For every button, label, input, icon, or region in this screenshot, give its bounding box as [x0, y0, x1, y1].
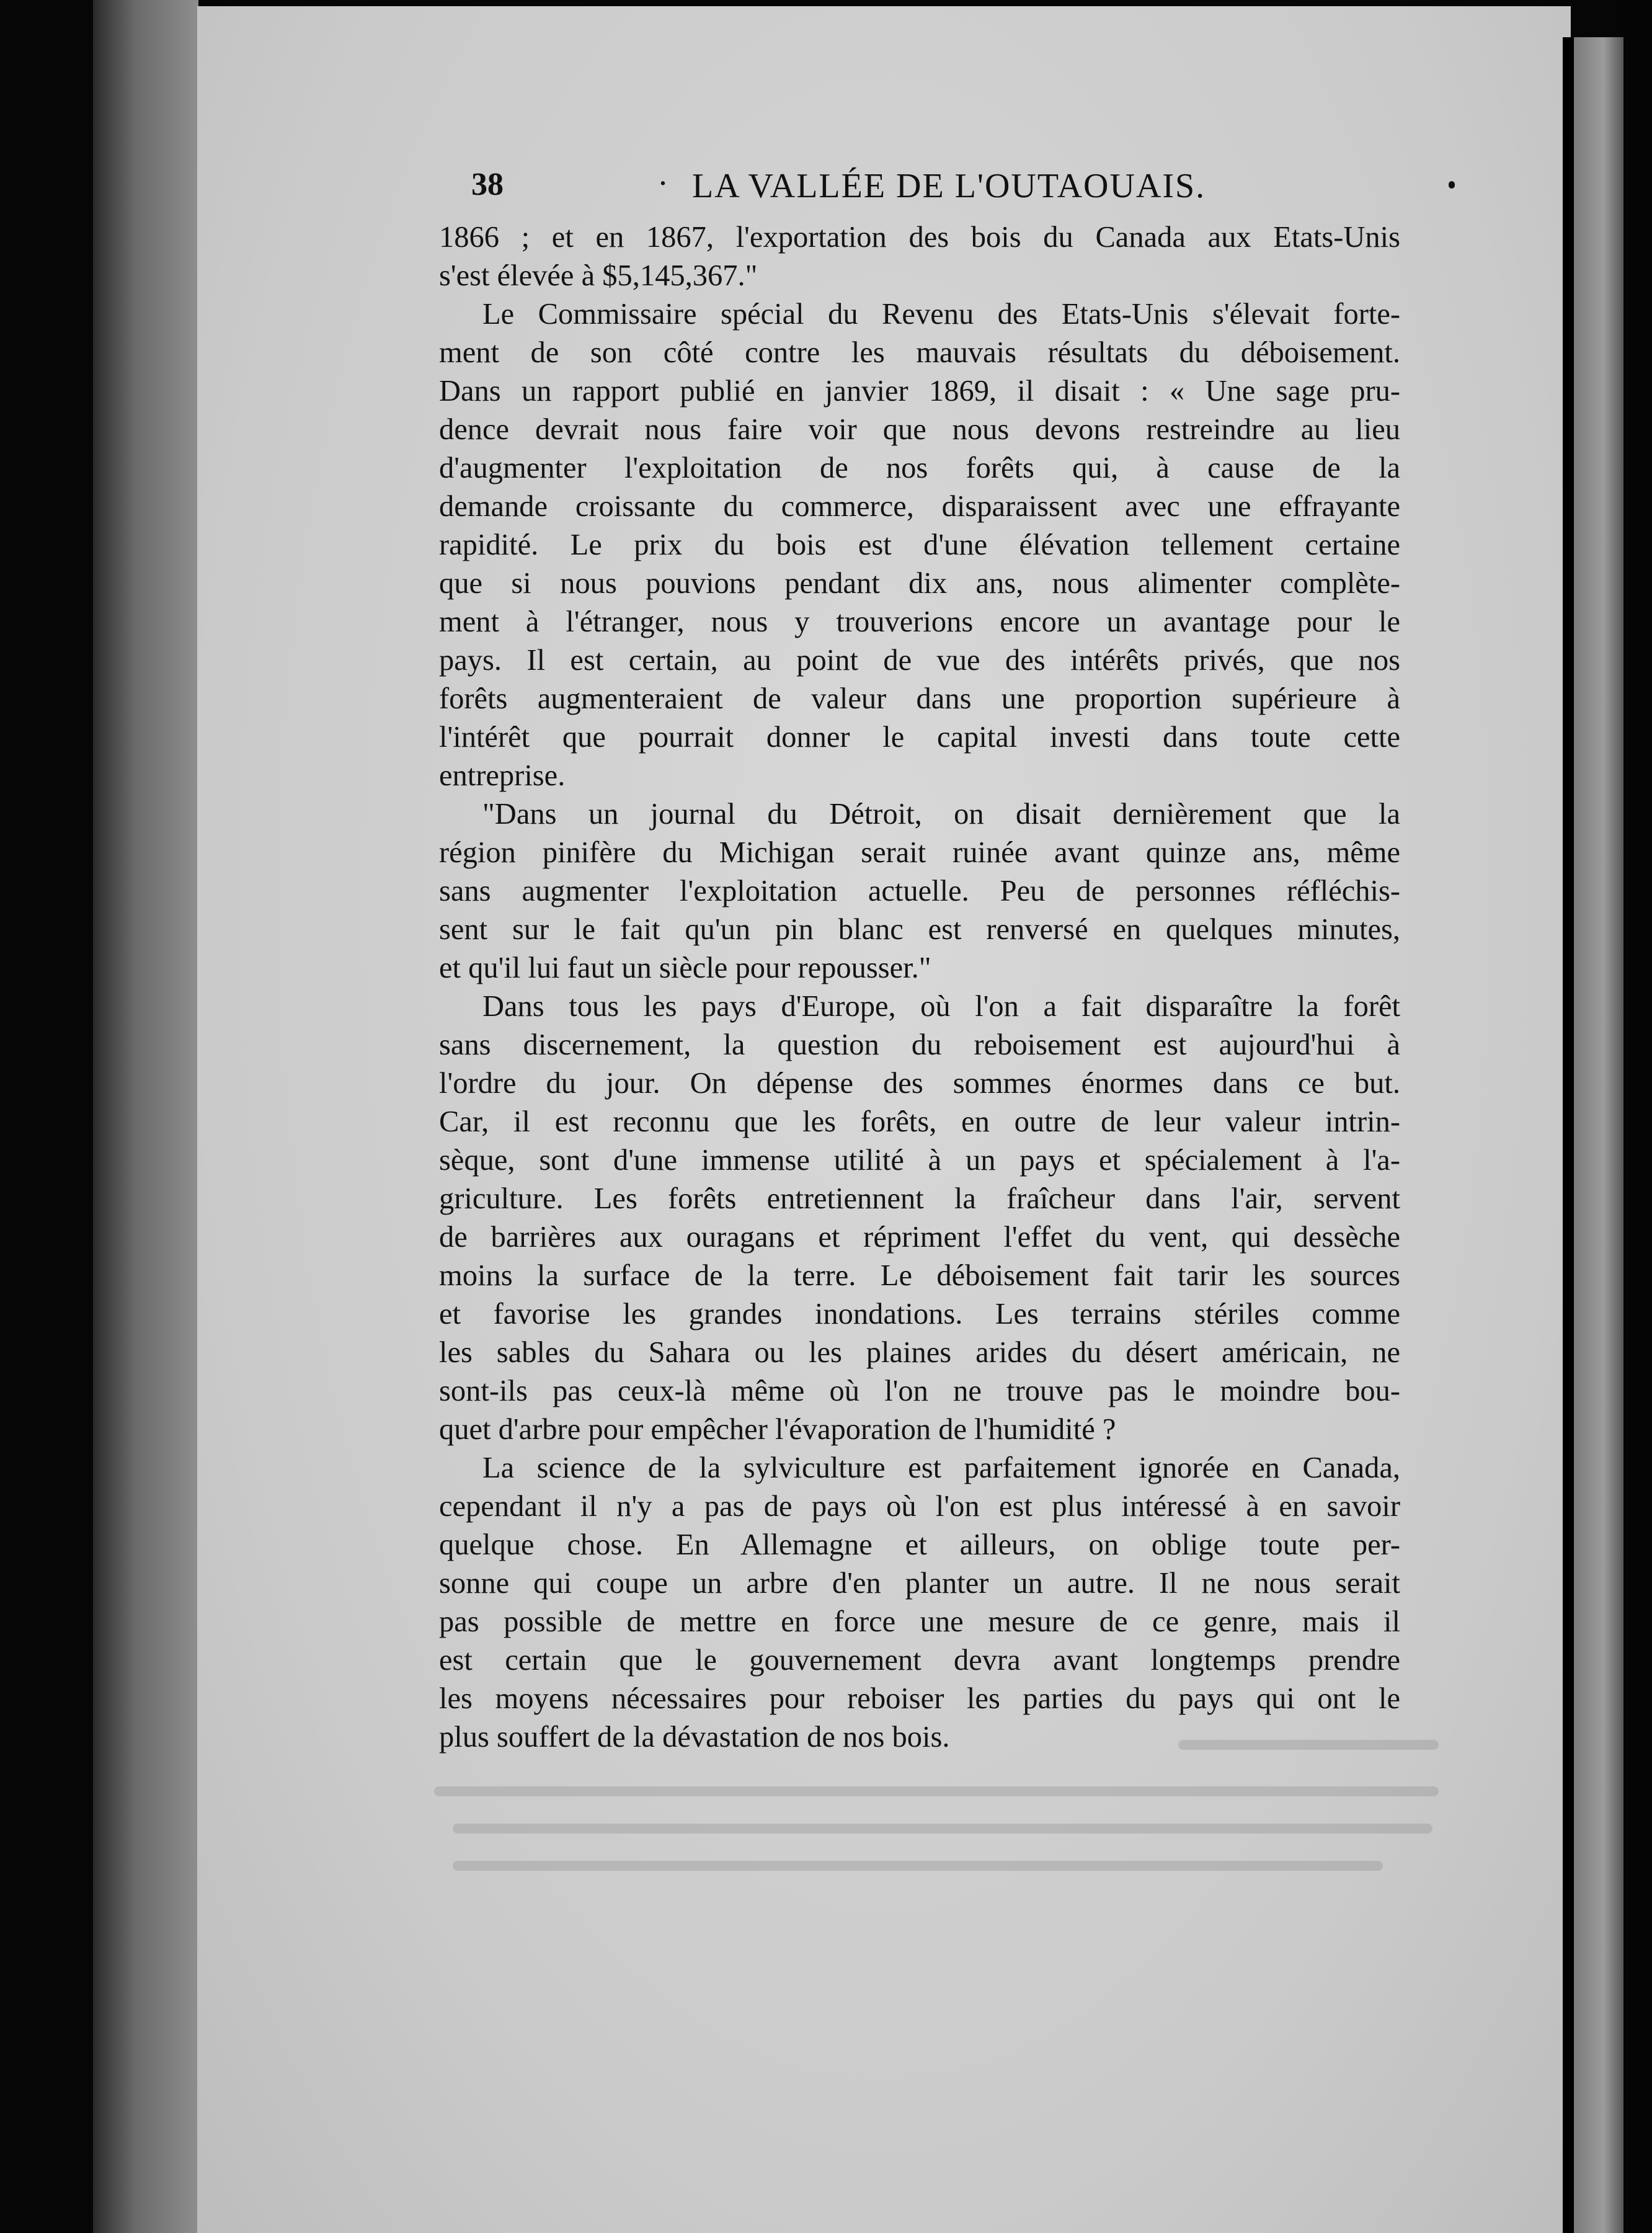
text-line: région pinifère du Michigan serait ruinée avant quinze ans, même: [439, 836, 1400, 869]
text-line: sent sur le fait qu'un pin blanc est renversé en quelques minutes,: [439, 913, 1400, 946]
text-line: quet d'arbre pour empêcher l'évaporation de l'humidité ?: [439, 1413, 1116, 1446]
text-line: les moyens nécessaires pour reboiser les parties du pays qui ont le: [439, 1682, 1400, 1715]
paragraph: [439, 295, 1400, 795]
text-line: demande croissante du commerce, disparaissent avec une effrayante: [439, 490, 1400, 523]
text-line: sonne qui coupe un arbre d'en planter un autre. Il ne nous serait: [439, 1567, 1400, 1600]
text-line: cependant il n'y a pas de pays où l'on est plus intéressé à en savoir: [439, 1490, 1400, 1523]
text-line: Le Commissaire spécial du Revenu des Etats-Unis s'élevait forte-: [482, 298, 1400, 331]
text-line: d'augmenter l'exploitation de nos forêts qui, à cause de la: [439, 452, 1400, 484]
paragraph: [439, 795, 1400, 987]
bleed-through-mark: [453, 1861, 1383, 1871]
text-line: et qu'il lui faut un siècle pour repousser.": [439, 952, 931, 984]
next-page-edge: [1574, 37, 1623, 2233]
text-line: "Dans un journal du Détroit, on disait dernièrement que la: [482, 798, 1400, 831]
scan-border: [1623, 0, 1652, 2233]
text-line: l'ordre du jour. On dépense des sommes énormes dans ce but.: [439, 1067, 1400, 1100]
text-line: Dans tous les pays d'Europe, où l'on a fait disparaître la forêt: [482, 990, 1400, 1023]
previous-page-edge: [93, 0, 198, 2233]
text-line: moins la surface de la terre. Le déboisement fait tarir les sources: [439, 1259, 1400, 1292]
text-line: est certain que le gouvernement devra avant longtemps prendre: [439, 1644, 1400, 1677]
text-line: les sables du Sahara ou les plaines arides du désert américain, ne: [439, 1336, 1400, 1369]
text-line: La science de la sylviculture est parfaitement ignorée en Canada,: [482, 1451, 1400, 1484]
text-line: plus souffert de la dévastation de nos bois.: [439, 1721, 950, 1754]
text-line: 1866 ; et en 1867, l'exportation des bois du Canada aux Etats-Unis: [439, 221, 1400, 254]
text-line: s'est élevée à $5,145,367.": [439, 259, 758, 292]
text-line: l'intérêt que pourrait donner le capital investi dans toute cette: [439, 721, 1400, 754]
text-line: entreprise.: [439, 759, 566, 792]
text-line: Car, il est reconnu que les forêts, en outre de leur valeur intrin-: [439, 1105, 1400, 1138]
running-header: [471, 166, 1488, 216]
running-title: LA VALLÉE DE L'OUTAOUAIS.: [692, 167, 1206, 205]
body-text: [439, 218, 1400, 1757]
paragraph: [439, 987, 1400, 1449]
ink-speck: [1449, 181, 1455, 189]
text-line: ment à l'étranger, nous y trouverions encore un avantage pour le: [439, 605, 1400, 638]
text-line: rapidité. Le prix du bois est d'une élévation tellement certaine: [439, 528, 1400, 561]
bleed-through-mark: [453, 1824, 1432, 1834]
text-line: de barrières aux ouragans et répriment l'effet du vent, qui dessèche: [439, 1221, 1400, 1254]
text-line: pas possible de mettre en force une mesure de ce genre, mais il: [439, 1605, 1400, 1638]
text-line: Dans un rapport publié en janvier 1869, il disait : « Une sage pru-: [439, 375, 1400, 408]
page-gutter-shadow: [1563, 37, 1574, 2233]
text-line: et favorise les grandes inondations. Les terrains stériles comme: [439, 1298, 1400, 1330]
text-line: sont-ils pas ceux-là même où l'on ne trouve pas le moindre bou-: [439, 1375, 1400, 1407]
text-line: sans augmenter l'exploitation actuelle. Peu de personnes réfléchis-: [439, 875, 1400, 907]
text-line: forêts augmenteraient de valeur dans une proportion supérieure à: [439, 682, 1400, 715]
paragraph: [439, 1449, 1400, 1757]
text-line: dence devrait nous faire voir que nous devons restreindre au lieu: [439, 413, 1400, 446]
paragraph: [439, 218, 1400, 295]
text-line: quelque chose. En Allemagne et ailleurs, on oblige toute per-: [439, 1528, 1400, 1561]
text-line: pays. Il est certain, au point de vue des intérêts privés, que nos: [439, 644, 1400, 677]
text-line: sans discernement, la question du reboisement est aujourd'hui à: [439, 1028, 1400, 1061]
text-line: griculture. Les forêts entretiennent la fraîcheur dans l'air, servent: [439, 1182, 1400, 1215]
header-dot-mark: ·: [657, 164, 668, 202]
page-number: 38: [471, 167, 504, 202]
text-line: sèque, sont d'une immense utilité à un pays et spécialement à l'a-: [439, 1144, 1400, 1177]
text-line: que si nous pouvions pendant dix ans, nous alimenter complète-: [439, 567, 1400, 600]
bleed-through-mark: [434, 1786, 1439, 1796]
text-line: ment de son côté contre les mauvais résultats du déboisement.: [439, 336, 1400, 369]
